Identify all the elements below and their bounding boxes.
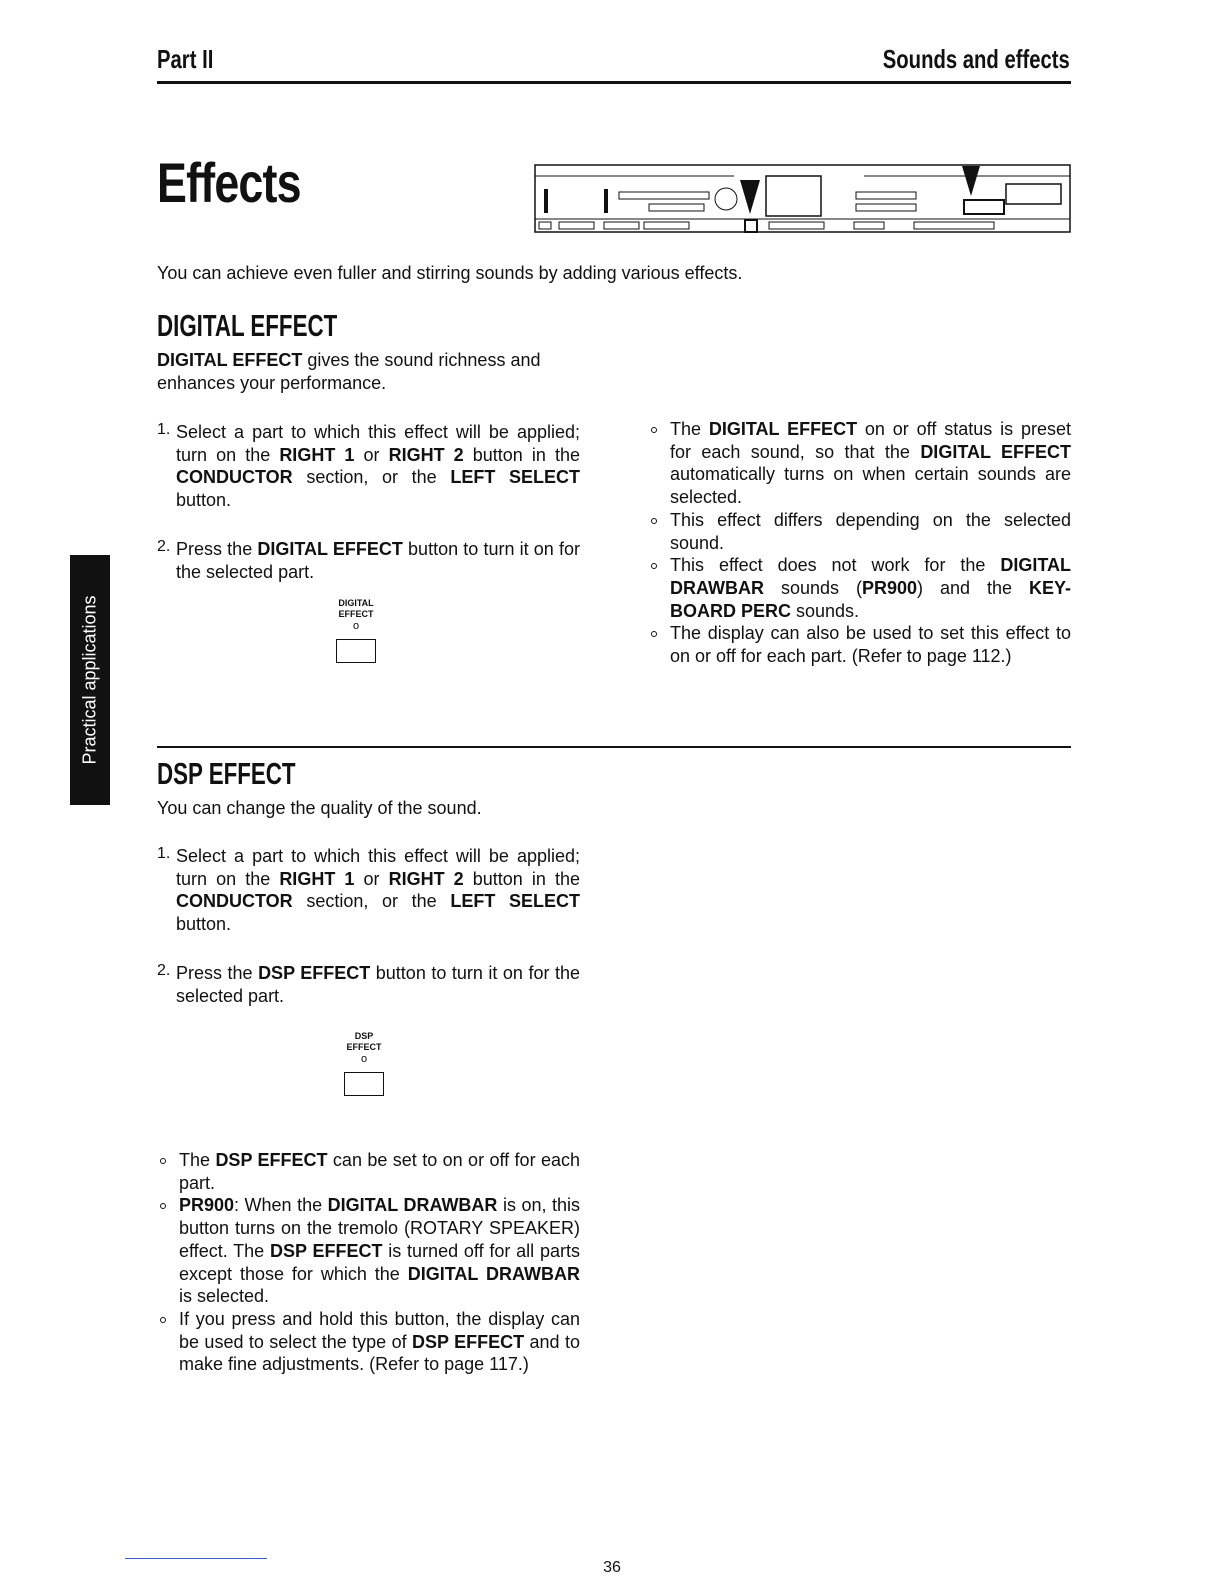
- bullet-icon: [160, 1317, 166, 1323]
- section-heading-digital-effect: DIGITAL EFFECT: [157, 308, 338, 343]
- bold-term: DSP EFFECT: [269, 1240, 383, 1261]
- text-run: is turned off for all parts except those for which the: [179, 1240, 580, 1284]
- bold-term: DIGITAL EFFECT: [708, 419, 858, 439]
- text-run: This effect does not work for the: [670, 555, 1001, 576]
- step-text: [176, 421, 580, 512]
- digital-effect-steps: [157, 421, 580, 583]
- dsp-effect-lead: [157, 797, 580, 820]
- bold-term: DIGITAL DRAWBAR: [670, 555, 1071, 598]
- step-number: 1.: [157, 421, 171, 438]
- note: [648, 509, 1071, 554]
- bold-term: DIGITAL EFFECT: [920, 441, 1071, 462]
- section-divider: [157, 746, 1071, 748]
- step-text: [176, 845, 580, 936]
- footnote-rule: [125, 1558, 267, 1559]
- text-run: automatically turns on when certain sounds are selected.: [670, 464, 1071, 508]
- note: [648, 622, 1071, 667]
- bullet-icon: [160, 1158, 166, 1164]
- step-number: 1.: [157, 845, 171, 862]
- bullet-icon: [651, 631, 657, 637]
- text-run: : When the: [234, 1195, 328, 1216]
- bullet-icon: [651, 427, 657, 433]
- step-text: [176, 538, 580, 583]
- note: [157, 1308, 580, 1376]
- bold-term: PR900: [861, 577, 918, 598]
- bold-term: DIGITAL DRAWBAR: [327, 1195, 498, 1216]
- keyboard-panel-diagram: [534, 164, 1072, 234]
- bullet-icon: [651, 518, 657, 524]
- display-screen: [766, 176, 821, 216]
- dsp-effect-notes: [157, 1149, 580, 1376]
- text-run: is selected.: [179, 1286, 270, 1307]
- button-label: DIGITAL: [338, 598, 374, 608]
- bold-term: DSP EFFECT: [412, 1331, 525, 1352]
- step: [157, 962, 580, 1007]
- text-run: or: [354, 444, 389, 465]
- bold-term: RIGHT 2: [388, 444, 464, 465]
- bullet-icon: [160, 1203, 166, 1209]
- text-run: button to turn it on for the selected part.: [176, 538, 580, 582]
- bold-term: DIGITAL EFFECT: [157, 350, 303, 370]
- button-label: EFFECT: [338, 609, 374, 619]
- digital-effect-lead: [157, 349, 580, 394]
- side-tab-label: Practical applications: [79, 595, 100, 765]
- bold-term: LEFT SELECT: [450, 891, 580, 912]
- header-part: Part II: [157, 44, 214, 74]
- led-indicator-icon: o: [360, 1053, 368, 1065]
- digital-effect-button: [336, 639, 376, 663]
- header-rule: [157, 81, 1071, 84]
- button-label: EFFECT: [346, 1042, 382, 1052]
- text-run: button.: [176, 490, 232, 511]
- page-number: 36: [603, 1559, 621, 1576]
- text-run: sounds (: [764, 577, 862, 598]
- step-number: 2.: [157, 961, 171, 979]
- bullet-icon: [651, 563, 657, 569]
- text-run: button in the: [463, 444, 580, 465]
- text-run: on or off status is preset for each sound, so that the: [670, 419, 1071, 462]
- text-run: section, or the: [292, 891, 451, 912]
- led-indicator-icon: o: [352, 620, 360, 632]
- text-run: Select a part to which this effect will be applied; turn on the: [176, 846, 580, 889]
- text-run: and to make fine adjustments. (Refer to page 117.): [179, 1331, 580, 1375]
- bold-term: DIGITAL EFFECT: [257, 538, 403, 559]
- bold-term: KEY-BOARD PERC: [670, 577, 1071, 621]
- bold-term: RIGHT 1: [279, 868, 355, 889]
- text-run: button in the: [463, 868, 580, 889]
- text-run: or: [354, 868, 389, 889]
- text-run: can be set to on or off for each part.: [179, 1150, 581, 1193]
- bold-term: DIGITAL DRAWBAR: [407, 1263, 580, 1284]
- text-run: button to turn it on for the selected part.: [176, 962, 580, 1006]
- note: [157, 1194, 580, 1308]
- dsp-effect-button: [344, 1072, 384, 1096]
- section-heading-dsp-effect: DSP EFFECT: [157, 756, 296, 791]
- bold-term: RIGHT 1: [279, 444, 355, 465]
- bold-term: DSP EFFECT: [215, 1150, 328, 1170]
- step: [157, 421, 580, 512]
- header-section: Sounds and effects: [882, 44, 1070, 74]
- button-label: DSP: [354, 1031, 374, 1041]
- text-run: button.: [176, 914, 232, 935]
- text-run: sounds.: [791, 600, 860, 621]
- text-run: Press the: [176, 962, 259, 983]
- text-run: If you press and hold this button, the display can be used to select the type of: [179, 1308, 580, 1352]
- note: [648, 418, 1071, 509]
- intro-text: You can achieve even fuller and stirring sounds by adding various effects.: [157, 263, 743, 283]
- text-run: gives the sound richness and enhances your performance.: [157, 350, 541, 393]
- note: [157, 1149, 580, 1194]
- step: [157, 538, 580, 583]
- text-run: Select a part to which this effect will be applied; turn on the: [176, 422, 580, 465]
- digital-effect-notes: [648, 418, 1071, 668]
- note: [648, 554, 1071, 622]
- page-title: Effects: [157, 151, 301, 214]
- text-run: is on, this button turns on the tremolo (ROTARY SPEAKER) effect. The: [179, 1195, 580, 1261]
- bold-term: RIGHT 2: [388, 868, 464, 889]
- digital-effect-button-figure: [316, 598, 396, 663]
- bold-term: DSP EFFECT: [258, 962, 371, 983]
- dsp-effect-steps: [157, 845, 580, 1007]
- text-run: The: [670, 419, 709, 439]
- text-run: The display can also be used to set this effect to on or off for each part. (Refer to page 112.): [670, 623, 1071, 667]
- text-run: ) and the: [917, 577, 1029, 598]
- bold-term: CONDUCTOR: [176, 891, 293, 912]
- step-number: 2.: [157, 537, 171, 555]
- text-run: This effect differs depending on the selected sound.: [670, 509, 1071, 553]
- text-run: section, or the: [292, 467, 451, 488]
- text-run: Press the: [176, 538, 258, 559]
- text-run: The: [179, 1150, 216, 1170]
- step: [157, 845, 580, 936]
- step-text: [176, 962, 580, 1007]
- bold-term: LEFT SELECT: [450, 467, 580, 488]
- bold-term: CONDUCTOR: [176, 467, 293, 488]
- dsp-effect-button-figure: [324, 1031, 404, 1096]
- text-run: You can change the quality of the sound.: [157, 798, 482, 818]
- side-tab: [70, 555, 110, 805]
- bold-term: PR900: [179, 1195, 235, 1216]
- header-section-wrap: [830, 44, 1070, 75]
